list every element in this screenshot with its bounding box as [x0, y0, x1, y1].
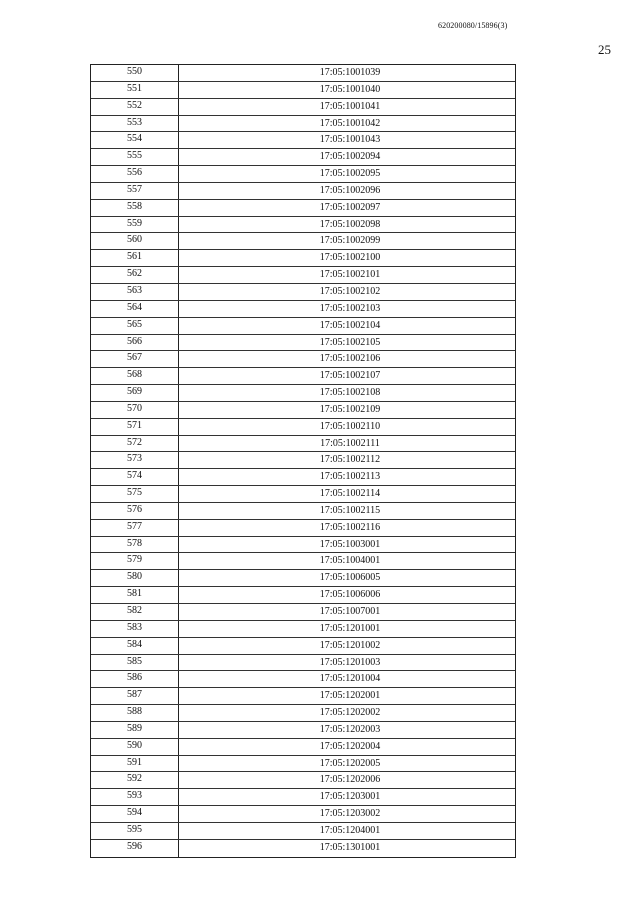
- row-number: 591: [91, 756, 179, 772]
- row-number: 583: [91, 621, 179, 637]
- row-number: 558: [91, 200, 179, 216]
- table-row: [91, 217, 515, 234]
- table-row: [91, 183, 515, 200]
- cadastral-code: 17:05:1201002: [319, 639, 381, 651]
- cadastral-code: 17:05:1007001: [319, 606, 381, 617]
- row-number: 570: [91, 402, 179, 418]
- row-number: 577: [91, 520, 179, 536]
- row-number: 567: [91, 351, 179, 367]
- table-row: [91, 99, 515, 116]
- table-row: [91, 284, 515, 301]
- row-number: 565: [91, 318, 179, 334]
- row-number: 574: [91, 469, 179, 485]
- row-number: 554: [91, 132, 179, 148]
- table-row: [91, 452, 515, 469]
- table-row: [91, 65, 515, 82]
- table-row: [91, 368, 515, 385]
- table-row: [91, 503, 515, 520]
- table-row: [91, 604, 515, 621]
- cadastral-code: 17:05:1001042: [319, 117, 381, 129]
- table-row: [91, 116, 515, 133]
- cadastral-code: 17:05:1006006: [319, 589, 381, 601]
- table-row: [91, 756, 515, 773]
- table-row: [91, 335, 515, 352]
- table-row: [91, 436, 515, 453]
- table-row: [91, 772, 515, 789]
- cadastral-code: 17:05:1002097: [319, 201, 381, 213]
- cadastral-code: 17:05:1004001: [319, 555, 381, 567]
- cadastral-code: 17:05:1002098: [319, 218, 381, 230]
- table-row: [91, 132, 515, 149]
- table-row: [91, 520, 515, 537]
- row-number: 562: [91, 267, 179, 283]
- row-number: 573: [91, 452, 179, 468]
- row-number: 561: [91, 250, 179, 266]
- cadastral-code: 17:05:1202006: [319, 774, 381, 786]
- table-row: [91, 739, 515, 756]
- table-row: [91, 301, 515, 318]
- cadastral-code: 17:05:1002108: [319, 387, 381, 399]
- row-number: 571: [91, 419, 179, 435]
- cadastral-code: 17:05:1202001: [319, 690, 381, 702]
- table-row: [91, 267, 515, 284]
- cadastral-code: 17:05:1201001: [319, 622, 381, 634]
- table-row: [91, 587, 515, 604]
- table-row: [91, 621, 515, 638]
- cadastral-code: 17:05:1006005: [319, 572, 381, 584]
- cadastral-code: 17:05:1002102: [319, 285, 381, 297]
- cadastral-code: 17:05:1002099: [319, 235, 381, 247]
- cadastral-code: 17:05:1002110: [319, 420, 381, 432]
- table-row: [91, 318, 515, 335]
- table-row: [91, 638, 515, 655]
- cadastral-code: 17:05:1202002: [319, 707, 381, 719]
- table-row: [91, 419, 515, 436]
- table-row: [91, 82, 515, 99]
- table-row: [91, 823, 515, 840]
- row-number: 592: [91, 772, 179, 788]
- row-number: 555: [91, 149, 179, 165]
- row-number: 580: [91, 570, 179, 586]
- cadastral-code: 17:05:1002103: [319, 302, 381, 314]
- cadastral-code: 17:05:1002105: [319, 336, 381, 348]
- row-number: 557: [91, 183, 179, 199]
- cadastral-code: 17:05:1002114: [319, 488, 381, 500]
- row-number: 579: [91, 553, 179, 569]
- cadastral-code: 17:05:1002101: [319, 269, 381, 281]
- cadastral-code: 17:05:1201004: [319, 673, 381, 685]
- row-number: 581: [91, 587, 179, 603]
- table-row: [91, 537, 515, 554]
- row-number: 582: [91, 604, 179, 620]
- row-number: 560: [91, 233, 179, 249]
- table-row: [91, 553, 515, 570]
- row-number: 553: [91, 116, 179, 132]
- cadastral-code: 17:05:1202004: [319, 740, 381, 752]
- cadastral-code: 17:05:1002096: [319, 184, 381, 196]
- row-number: 564: [91, 301, 179, 317]
- table-row: [91, 671, 515, 688]
- row-number: 578: [91, 537, 179, 553]
- row-number: 576: [91, 503, 179, 519]
- row-number: 590: [91, 739, 179, 755]
- table-row: [91, 402, 515, 419]
- row-number: 588: [91, 705, 179, 721]
- row-number: 552: [91, 99, 179, 115]
- table-row: [91, 486, 515, 503]
- cadastral-code: 17:05:1002095: [319, 168, 381, 180]
- cadastral-code: 17:05:1202005: [319, 757, 381, 769]
- cadastral-code: 17:05:1002104: [319, 319, 381, 331]
- row-number: 587: [91, 688, 179, 704]
- cadastral-code: 17:05:1001039: [319, 67, 381, 78]
- row-number: 566: [91, 335, 179, 351]
- table-row: [91, 200, 515, 217]
- row-number: 563: [91, 284, 179, 300]
- row-number: 556: [91, 166, 179, 182]
- document-code: 620200080/15896(3): [438, 21, 508, 30]
- cadastral-code: 17:05:1003001: [319, 538, 381, 550]
- cadastral-code: 17:05:1002113: [319, 471, 381, 483]
- cadastral-code: 17:05:1002094: [319, 151, 381, 163]
- table-row: [91, 722, 515, 739]
- cadastral-code: 17:05:1002116: [319, 521, 381, 533]
- cadastral-code: 17:05:1203001: [319, 791, 381, 803]
- cadastral-code: 17:05:1201003: [319, 656, 381, 668]
- cadastral-code: 17:05:1002106: [319, 353, 381, 365]
- cadastral-code: 17:05:1002107: [319, 370, 381, 382]
- page-number: 25: [598, 42, 611, 57]
- table-row: [91, 166, 515, 183]
- cadastral-code: 17:05:1002112: [319, 454, 381, 466]
- row-number: 572: [91, 436, 179, 452]
- table-row: [91, 233, 515, 250]
- table-row: [91, 655, 515, 672]
- cadastral-code: 17:05:1001041: [319, 100, 381, 112]
- cadastral-code: 17:05:1203002: [319, 808, 381, 820]
- cadastral-code: 17:05:1002100: [319, 252, 381, 264]
- row-number: 568: [91, 368, 179, 384]
- table-row: [91, 840, 515, 857]
- row-number: 551: [91, 82, 179, 98]
- row-number: 584: [91, 638, 179, 654]
- table-row: [91, 705, 515, 722]
- row-number: 589: [91, 722, 179, 738]
- cadastral-code: 17:05:1301001: [319, 841, 381, 853]
- row-number: 593: [91, 789, 179, 805]
- table-row: [91, 570, 515, 587]
- cadastral-code: 17:05:1002111: [320, 437, 380, 449]
- row-number: 559: [91, 217, 179, 233]
- row-number: 585: [91, 655, 179, 671]
- cadastral-code: 17:05:1002115: [319, 504, 381, 516]
- cadastral-code: 17:05:1204001: [319, 824, 381, 836]
- table-row: [91, 688, 515, 705]
- row-number: 596: [91, 840, 179, 857]
- table-row: [91, 789, 515, 806]
- cadastral-code: 17:05:1001043: [319, 134, 381, 146]
- row-number: 595: [91, 823, 179, 839]
- table-row: [91, 351, 515, 368]
- cadastral-table: [90, 64, 516, 858]
- cadastral-code: 17:05:1202003: [319, 723, 381, 735]
- table-row: [91, 806, 515, 823]
- row-number: 569: [91, 385, 179, 401]
- table-row: [91, 385, 515, 402]
- row-number: 594: [91, 806, 179, 822]
- row-number: 575: [91, 486, 179, 502]
- row-number: 550: [91, 65, 179, 81]
- row-number: 586: [91, 671, 179, 687]
- cadastral-code: 17:05:1002109: [319, 403, 381, 415]
- table-row: [91, 469, 515, 486]
- table-row: [91, 149, 515, 166]
- cadastral-code: 17:05:1001040: [319, 83, 381, 95]
- table-row: [91, 250, 515, 267]
